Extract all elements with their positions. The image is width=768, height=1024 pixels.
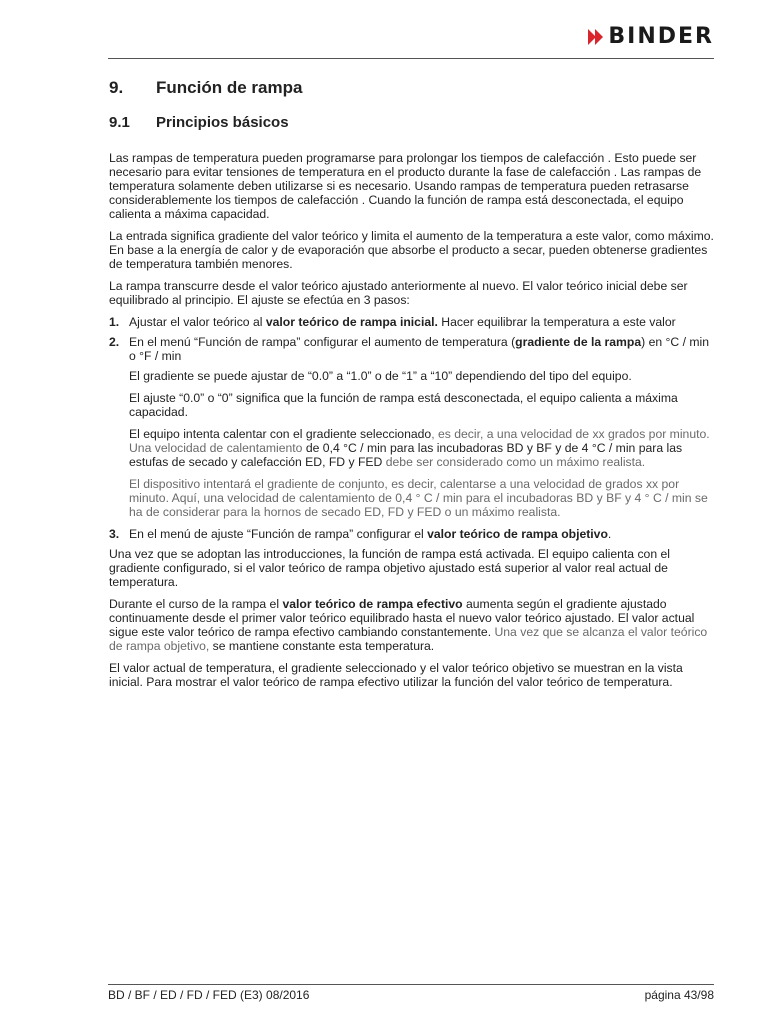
binder-logo <box>588 24 714 49</box>
step-text: En el menú “Función de rampa” configurar el aumento de temperatura ( <box>129 335 516 349</box>
paragraph-intro: Las rampas de temperatura pueden programarse para prolongar los tiempos de calefacción . Esto puede ser necesario para evitar tensiones de temperatura en el producto durante la fase de calefacción . Las rampas de temperatura solamente deben utilizarse si es necesario. Usando rampas de temperatura pueden retrasarse considerablemente los tiempos de calefacción . Cuando la función de rampa está desconectada, el equipo calienta a máxima capacidad. <box>109 151 702 221</box>
footer-page-number: página 43/98 <box>644 988 714 1002</box>
step-2 <box>109 335 714 363</box>
step-text: Ajustar el valor teórico al <box>129 315 266 329</box>
paragraph-ramp-active: Una vez que se adoptan las introducciones, la función de rampa está activada. El equipo calienta con el gradiente configurado, si el valor teórico de rampa objetivo ajustado está superior al valor real actual de temperatura. <box>109 547 670 589</box>
binder-logo-mark-icon <box>588 27 604 47</box>
step-text: ) en °C / min o °F / min <box>129 335 709 363</box>
section-title: Función de rampa <box>156 78 303 97</box>
step-2-zero-setting: El ajuste “0.0” o “0” significa que la función de rampa está desconectada, el equipo calienta a máxima capacidad. <box>129 391 678 419</box>
text-run-grey: , es decir, a una velocidad de xx grados por minuto. Una velocidad de calentamiento <box>129 427 710 455</box>
step-number: 2. <box>109 335 120 349</box>
section-number: 9. <box>109 78 124 97</box>
paragraph-ramp-course <box>109 597 714 653</box>
step-emphasis: valor teórico de rampa inicial. <box>265 315 438 329</box>
paragraph-steps-intro: La rampa transcurre desde el valor teórico ajustado anteriormente al nuevo. El valor teórico inicial debe ser equilibrado al principio. El ajuste se efectúa en 3 pasos: <box>109 279 688 307</box>
step-2-device-note: El dispositivo intentará el gradiente de conjunto, es decir, calentarse a una velocidad de grados xx por minuto. Aquí, una velocidad de calentamiento de 0,4 ° C / min para el incubadoras BD y BF y 4 ° C / min se ha de considerar para la hornos de secado ED, FD y FED o un máximo realista. <box>129 477 708 519</box>
subsection-title: Principios básicos <box>156 114 289 131</box>
page-header <box>108 18 714 59</box>
footer-model-info: BD / BF / ED / FD / FED (E3) 08/2016 <box>108 988 310 1002</box>
text-run: Durante el curso de la rampa el <box>109 597 283 611</box>
step-number: 1. <box>109 315 120 329</box>
step-2-details <box>109 369 714 519</box>
paragraph-gradient: La entrada significa gradiente del valor teórico y limita el aumento de la temperatura a este valor, como máximo. En base a la energía de calor y de evaporación que absorbe el producto a secar, pueden obtenerse gradientes de temperatura también menores. <box>109 229 714 271</box>
page-content <box>109 78 714 697</box>
step-2-heating-rate <box>129 427 714 469</box>
subsection-heading <box>109 114 714 131</box>
text-run: de 0,4 °C / min para las incubadoras BD y BF y de 4 °C / min para las estufas de secado y calefacción ED, FD y FED <box>129 441 683 469</box>
text-run-grey: Una vez que se alcanza el valor teórico de rampa objetivo, <box>109 625 708 653</box>
steps-list <box>109 315 714 541</box>
step-3 <box>109 527 714 541</box>
text-run: se mantiene constante esta temperatura. <box>212 639 435 653</box>
text-run-grey: debe ser considerado como un máximo realista. <box>382 455 646 469</box>
step-number: 3. <box>109 527 120 541</box>
step-text: En el menú de ajuste “Función de rampa” configurar el <box>129 527 428 541</box>
step-text: Hacer equilibrar la temperatura a este valor <box>437 315 676 329</box>
step-emphasis: valor teórico de rampa objetivo <box>427 527 608 541</box>
step-2-gradient-range: El gradiente se puede ajustar de “0.0” a “1.0” o de “1” a “10” dependiendo del tipo del equipo. <box>129 369 632 383</box>
step-text: . <box>607 527 612 541</box>
section-heading <box>109 78 714 98</box>
binder-logo-text: BINDER <box>608 24 714 49</box>
paragraph-display: El valor actual de temperatura, el gradiente seleccionado y el valor teórico objetivo se muestran en la vista inicial. Para mostrar el valor teórico de rampa efectivo utilizar la función del valor teórico de temperatura. <box>109 661 683 689</box>
page-footer <box>108 984 714 1002</box>
text-run: aumenta según el gradiente ajustado continuamente desde el primer valor teórico equilibrado hasta el nuevo valor teórico ajustado. El valor actual sigue este valor teórico de rampa efectivo cambiando constantemente. <box>109 597 695 639</box>
text-run: El equipo intenta calentar con el gradiente seleccionado <box>129 427 432 441</box>
step-emphasis: gradiente de la rampa <box>515 335 642 349</box>
subsection-number: 9.1 <box>109 114 130 131</box>
text-emphasis: valor teórico de rampa efectivo <box>282 597 463 611</box>
step-1 <box>109 315 714 329</box>
